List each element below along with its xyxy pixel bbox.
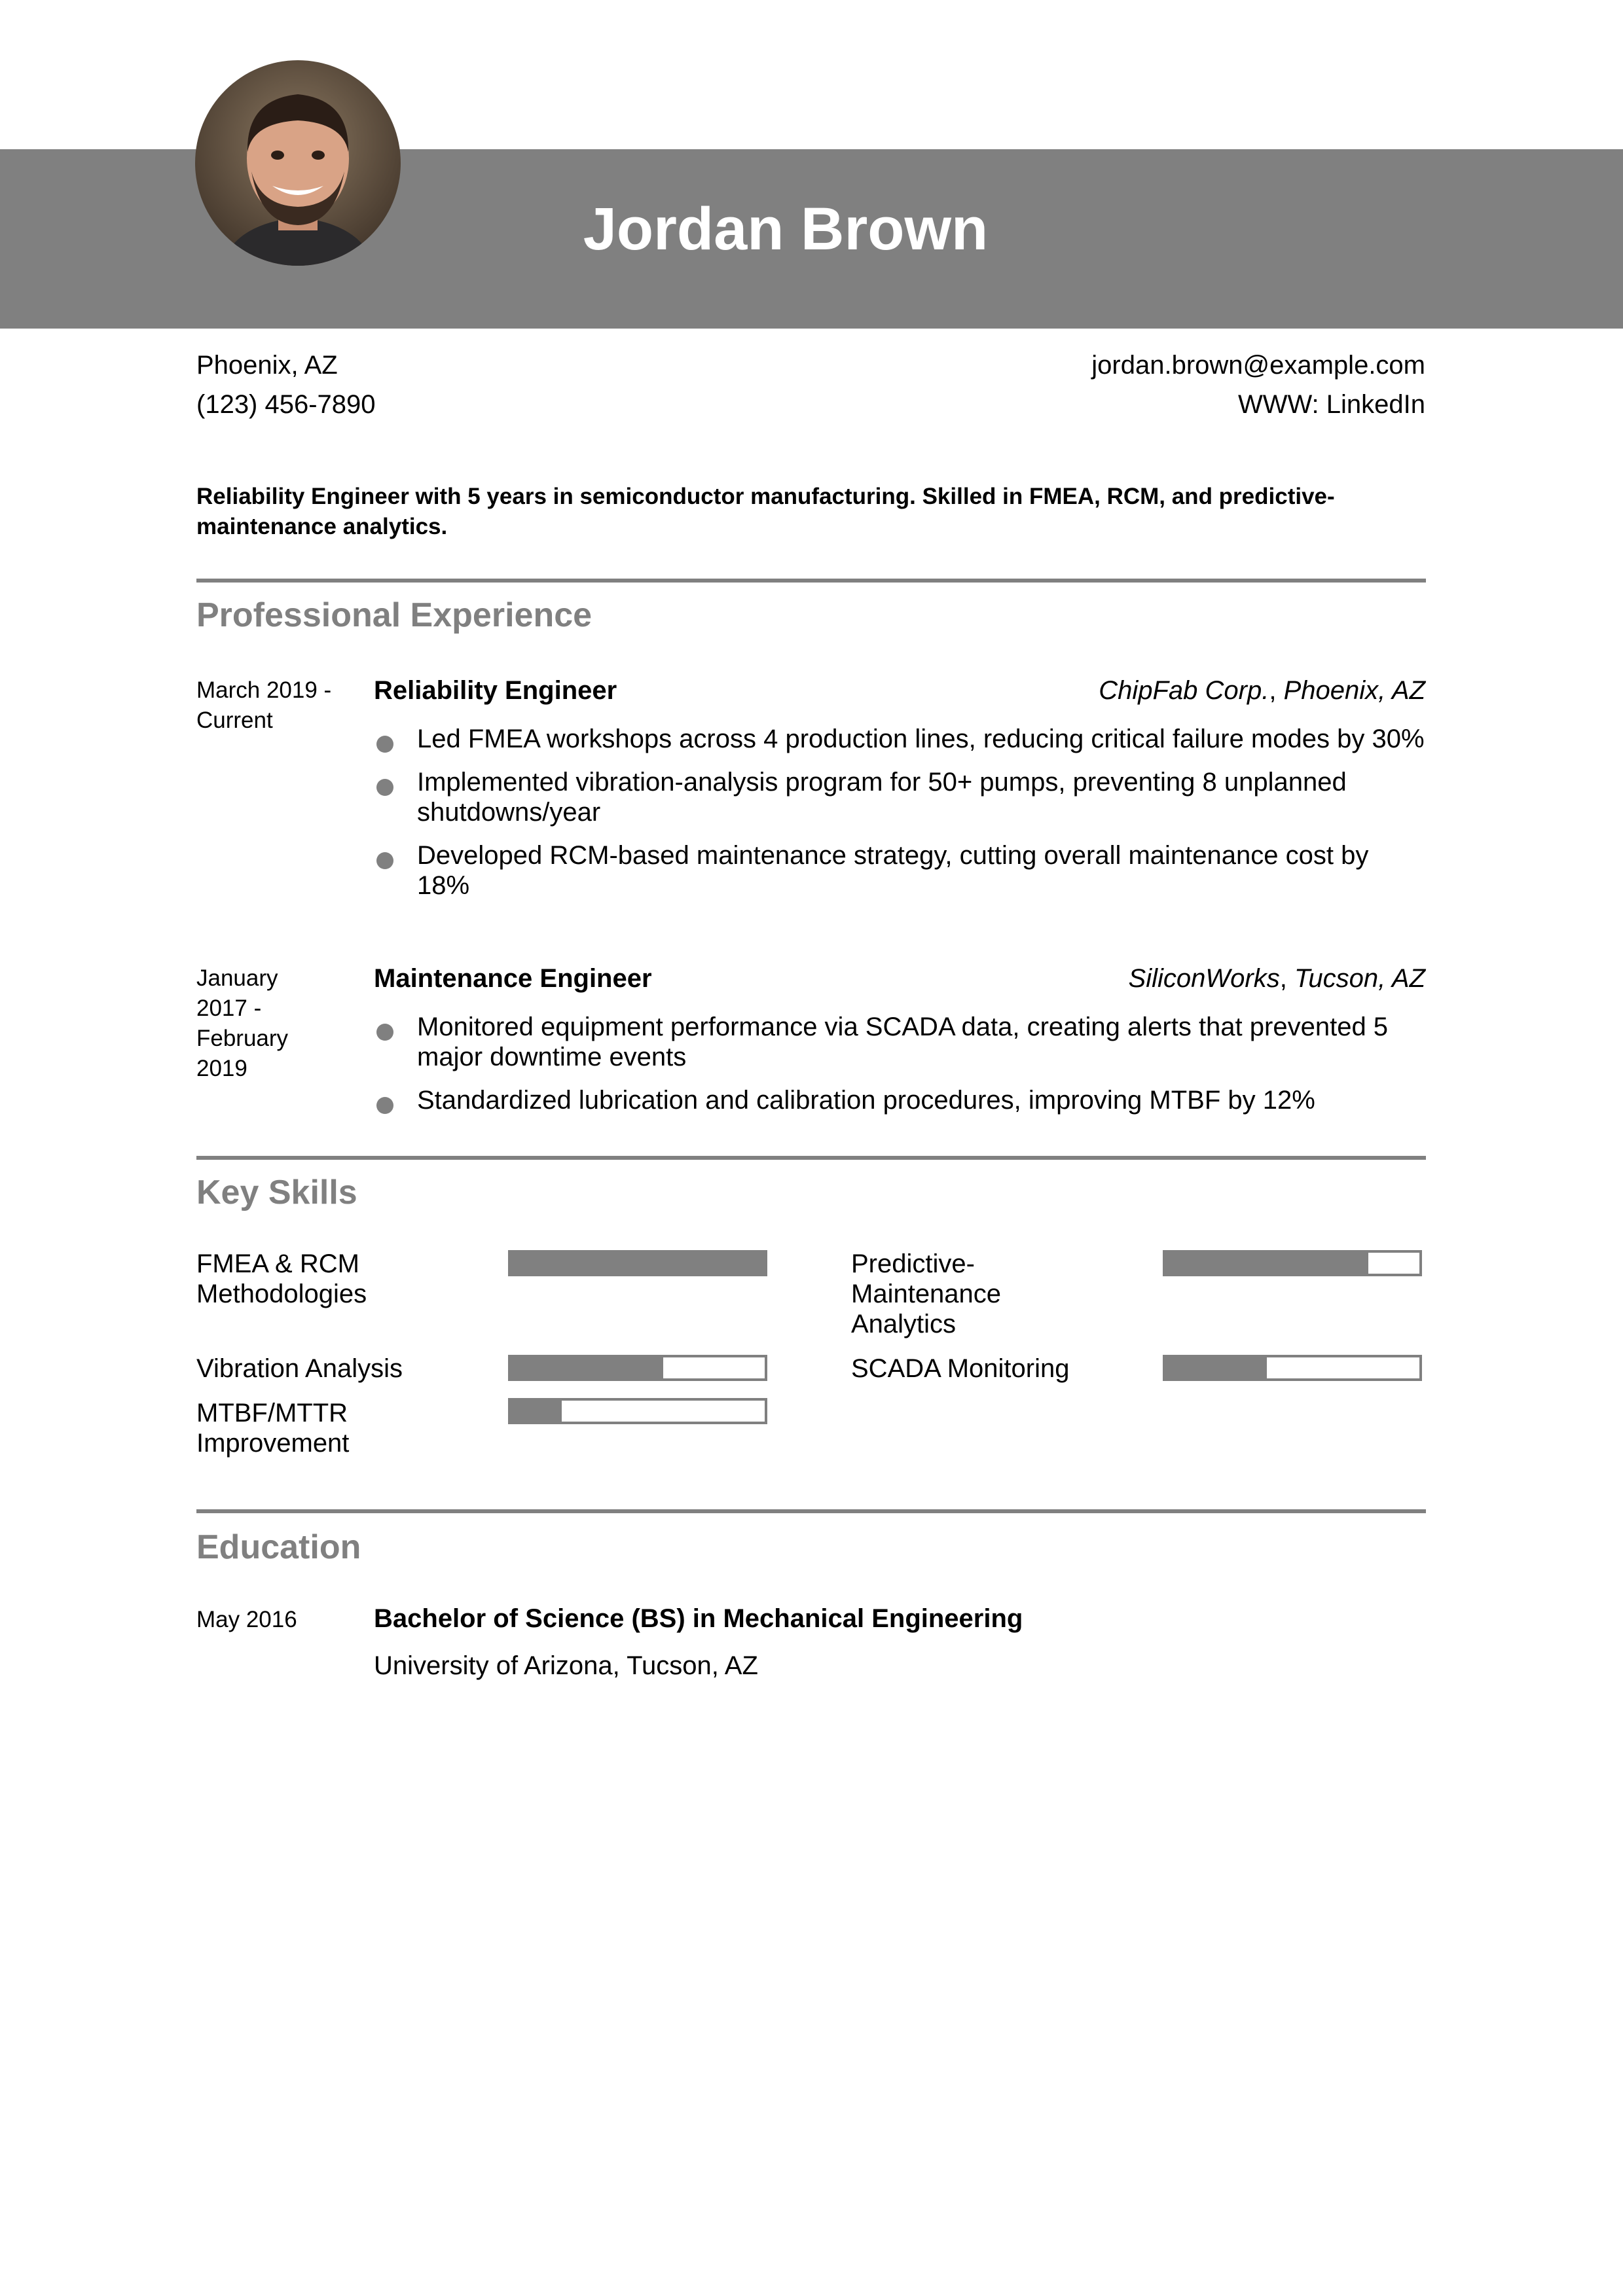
section-divider (196, 579, 1426, 583)
job-bullets (374, 724, 1428, 914)
list-item: Monitored equipment performance via SCADA data, creating alerts that prevented 5 major downtime events (374, 1012, 1428, 1072)
bullet-icon (376, 1024, 393, 1041)
list-item: Led FMEA workshops across 4 production lines, reducing critical failure modes by 30% (374, 724, 1428, 754)
skill-bar-fill (511, 1253, 765, 1274)
contact-left (196, 346, 376, 424)
job-company: SiliconWorks, Tucson, AZ (1128, 964, 1425, 993)
profile-photo (195, 60, 401, 266)
experience-heading: Professional Experience (196, 596, 593, 634)
company-location: Phoenix, AZ (1283, 676, 1425, 705)
contact-right (1091, 346, 1425, 424)
website-link[interactable]: WWW: LinkedIn (1238, 390, 1425, 419)
skill-label: FMEA & RCM Methodologies (196, 1249, 367, 1308)
list-item: Developed RCM-based maintenance strategy, cutting overall maintenance cost by 18% (374, 840, 1428, 901)
education-heading: Education (196, 1528, 361, 1566)
bullet-icon (376, 779, 393, 796)
skill-label: SCADA Monitoring (851, 1354, 1070, 1383)
skill-label: MTBF/MTTR Improvement (196, 1399, 350, 1458)
bullet-icon (376, 1097, 393, 1114)
skill-label: Vibration Analysis (196, 1354, 403, 1383)
skill-bar-fill (511, 1357, 663, 1378)
education-date: May 2016 (196, 1607, 297, 1632)
section-divider (196, 1509, 1426, 1513)
skill-bar-fill (511, 1401, 562, 1422)
job-bullets (374, 1012, 1428, 1128)
skill-bar (508, 1250, 767, 1276)
phone-text: (123) 456-7890 (196, 390, 376, 419)
job-title: Maintenance Engineer (374, 964, 652, 993)
list-item: Implemented vibration-analysis program for 50+ pumps, preventing 8 unplanned shutdowns/year (374, 767, 1428, 827)
company-location: Tucson, AZ (1294, 964, 1425, 993)
skill-bar (508, 1355, 767, 1381)
section-divider (196, 1156, 1426, 1160)
job-company: ChipFab Corp., Phoenix, AZ (1099, 676, 1425, 705)
job-dates: January 2017 - February 2019 (196, 965, 289, 1081)
email-link[interactable]: jordan.brown@example.com (1091, 351, 1425, 380)
skills-heading: Key Skills (196, 1174, 357, 1211)
bullet-icon (376, 852, 393, 869)
skill-bar (1163, 1355, 1422, 1381)
company-name: SiliconWorks (1128, 964, 1280, 993)
skill-bar-fill (1165, 1357, 1267, 1378)
bullet-icon (376, 736, 393, 753)
education-school: University of Arizona, Tucson, AZ (374, 1651, 758, 1680)
location-text: Phoenix, AZ (196, 351, 338, 380)
skill-label: Predictive-Maintenance Analytics (851, 1249, 1002, 1338)
candidate-name: Jordan Brown (583, 196, 989, 262)
skill-bar (508, 1398, 767, 1424)
company-name: ChipFab Corp. (1099, 676, 1269, 705)
skill-bar (1163, 1250, 1422, 1276)
list-item: Standardized lubrication and calibration procedures, improving MTBF by 12% (374, 1085, 1428, 1115)
skill-bar-fill (1165, 1253, 1368, 1274)
job-title: Reliability Engineer (374, 676, 617, 705)
education-degree: Bachelor of Science (BS) in Mechanical Engineering (374, 1604, 1023, 1633)
summary-text: Reliability Engineer with 5 years in semiconductor manufacturing. Skilled in FMEA, RCM, and predictive-maintenance analytics. (196, 484, 1335, 539)
job-dates: March 2019 - Current (196, 677, 332, 733)
